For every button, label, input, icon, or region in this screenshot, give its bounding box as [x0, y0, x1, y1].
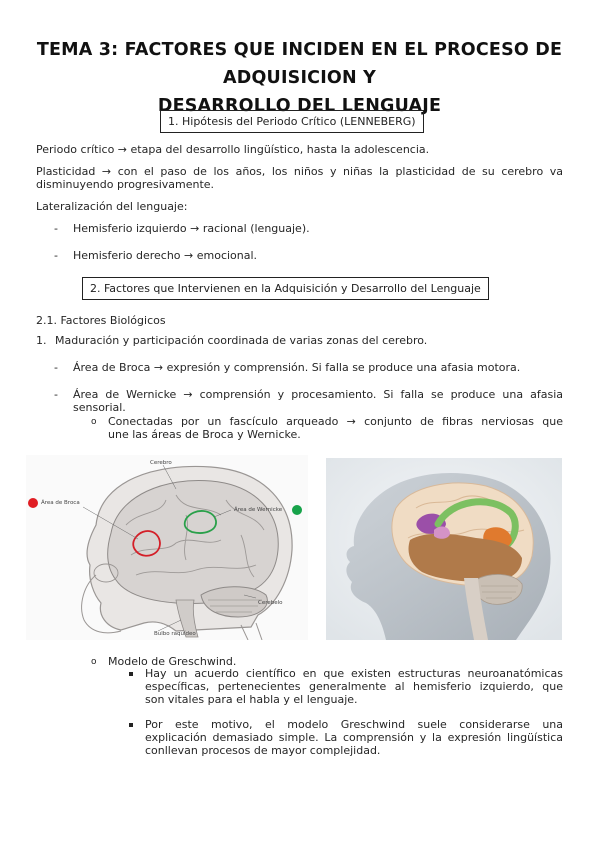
- broca-marker-dot: [28, 498, 38, 508]
- brain-3d-illustration: [326, 458, 562, 640]
- label-cerebro: Cerebro: [150, 460, 172, 466]
- circle-bullet: o: [91, 417, 97, 427]
- modelo-heading: Modelo de Greschwind.: [108, 655, 237, 668]
- title-line-1: TEMA 3: FACTORES QUE INCIDEN EN EL PROCESO DE ADQUISICION Y: [36, 40, 563, 88]
- page-title: [30, 36, 569, 120]
- label-cerebelo: Cerebelo: [258, 600, 283, 606]
- modelo-bullet-2-line-2: explicación demasiado simple. La comprensión y la expresión lingüística: [145, 731, 563, 744]
- lateralizacion-text: Lateralización del lenguaje:: [36, 200, 188, 213]
- label-bulbo-raquideo: Bulbo raquídeo: [154, 631, 196, 637]
- wernicke-line-2: sensorial.: [73, 401, 126, 414]
- wernicke-line-1: Área de Wernicke → comprensión y procesamiento. Si falla se produce una afasia: [73, 388, 563, 401]
- dash-bullet: -: [54, 388, 58, 401]
- numbered-marker: 1.: [36, 334, 47, 347]
- maduracion-item: Maduración y participación coordinada de varias zonas del cerebro.: [55, 334, 428, 347]
- periodo-critico-text: Periodo crítico → etapa del desarrollo lingüístico, hasta la adolescencia.: [36, 143, 430, 156]
- section-2-heading: 2. Factores que Intervienen en la Adquisición y Desarrollo del Lenguaje: [82, 277, 489, 300]
- square-bullet: [129, 723, 133, 727]
- modelo-bullet-1-line-1: Hay un acuerdo científico en que existen estructuras neuroanatómicas: [145, 667, 563, 680]
- modelo-bullet-1-line-3: son vitales para el habla y el lenguaje.: [145, 693, 358, 706]
- label-area-wernicke: Área de Wernicke: [234, 507, 283, 513]
- brain-3d-figure: [326, 458, 562, 640]
- section-1-heading: 1. Hipótesis del Periodo Crítico (LENNEBERG): [160, 110, 424, 133]
- subsection-heading: 2.1. Factores Biológicos: [36, 314, 166, 327]
- conectadas-line-2: une las áreas de Broca y Wernicke.: [108, 428, 301, 441]
- square-bullet: [129, 672, 133, 676]
- modelo-bullet-2-line-3: conllevan procesos de mayor complejidad.: [145, 744, 381, 757]
- conectadas-line-1: Conectadas por un fascículo arqueado → conjunto de fibras nerviosas que: [108, 415, 563, 428]
- broca-item: Área de Broca → expresión y comprensión. Si falla se produce una afasia motora.: [73, 361, 521, 374]
- hemisferio-izquierdo-item: Hemisferio izquierdo → racional (lenguaje).: [73, 222, 310, 235]
- plasticidad-line-1: Plasticidad → con el paso de los años, los niños y niñas la plasticidad de su cerebro va: [36, 165, 563, 178]
- dash-bullet: -: [54, 361, 58, 374]
- wernicke-marker-dot: [292, 505, 302, 515]
- dash-bullet: -: [54, 249, 58, 262]
- modelo-bullet-2-line-1: Por este motivo, el modelo Greschwind suele considerarse una: [145, 718, 563, 731]
- modelo-bullet-1-line-2: específicas, pertenecientes generalmente al hemisferio izquierdo, que: [145, 680, 563, 693]
- title-line-2: DESARROLLO DEL LENGUAJE: [157, 96, 442, 116]
- dash-bullet: -: [54, 222, 58, 235]
- brain-diagram-figure: [26, 455, 308, 640]
- label-area-broca: Área de Broca: [41, 500, 80, 506]
- plasticidad-line-2: disminuyendo progresivamente.: [36, 178, 215, 191]
- circle-bullet: o: [91, 657, 97, 667]
- brain-diagram-illustration: [26, 455, 308, 640]
- hemisferio-derecho-item: Hemisferio derecho → emocional.: [73, 249, 258, 262]
